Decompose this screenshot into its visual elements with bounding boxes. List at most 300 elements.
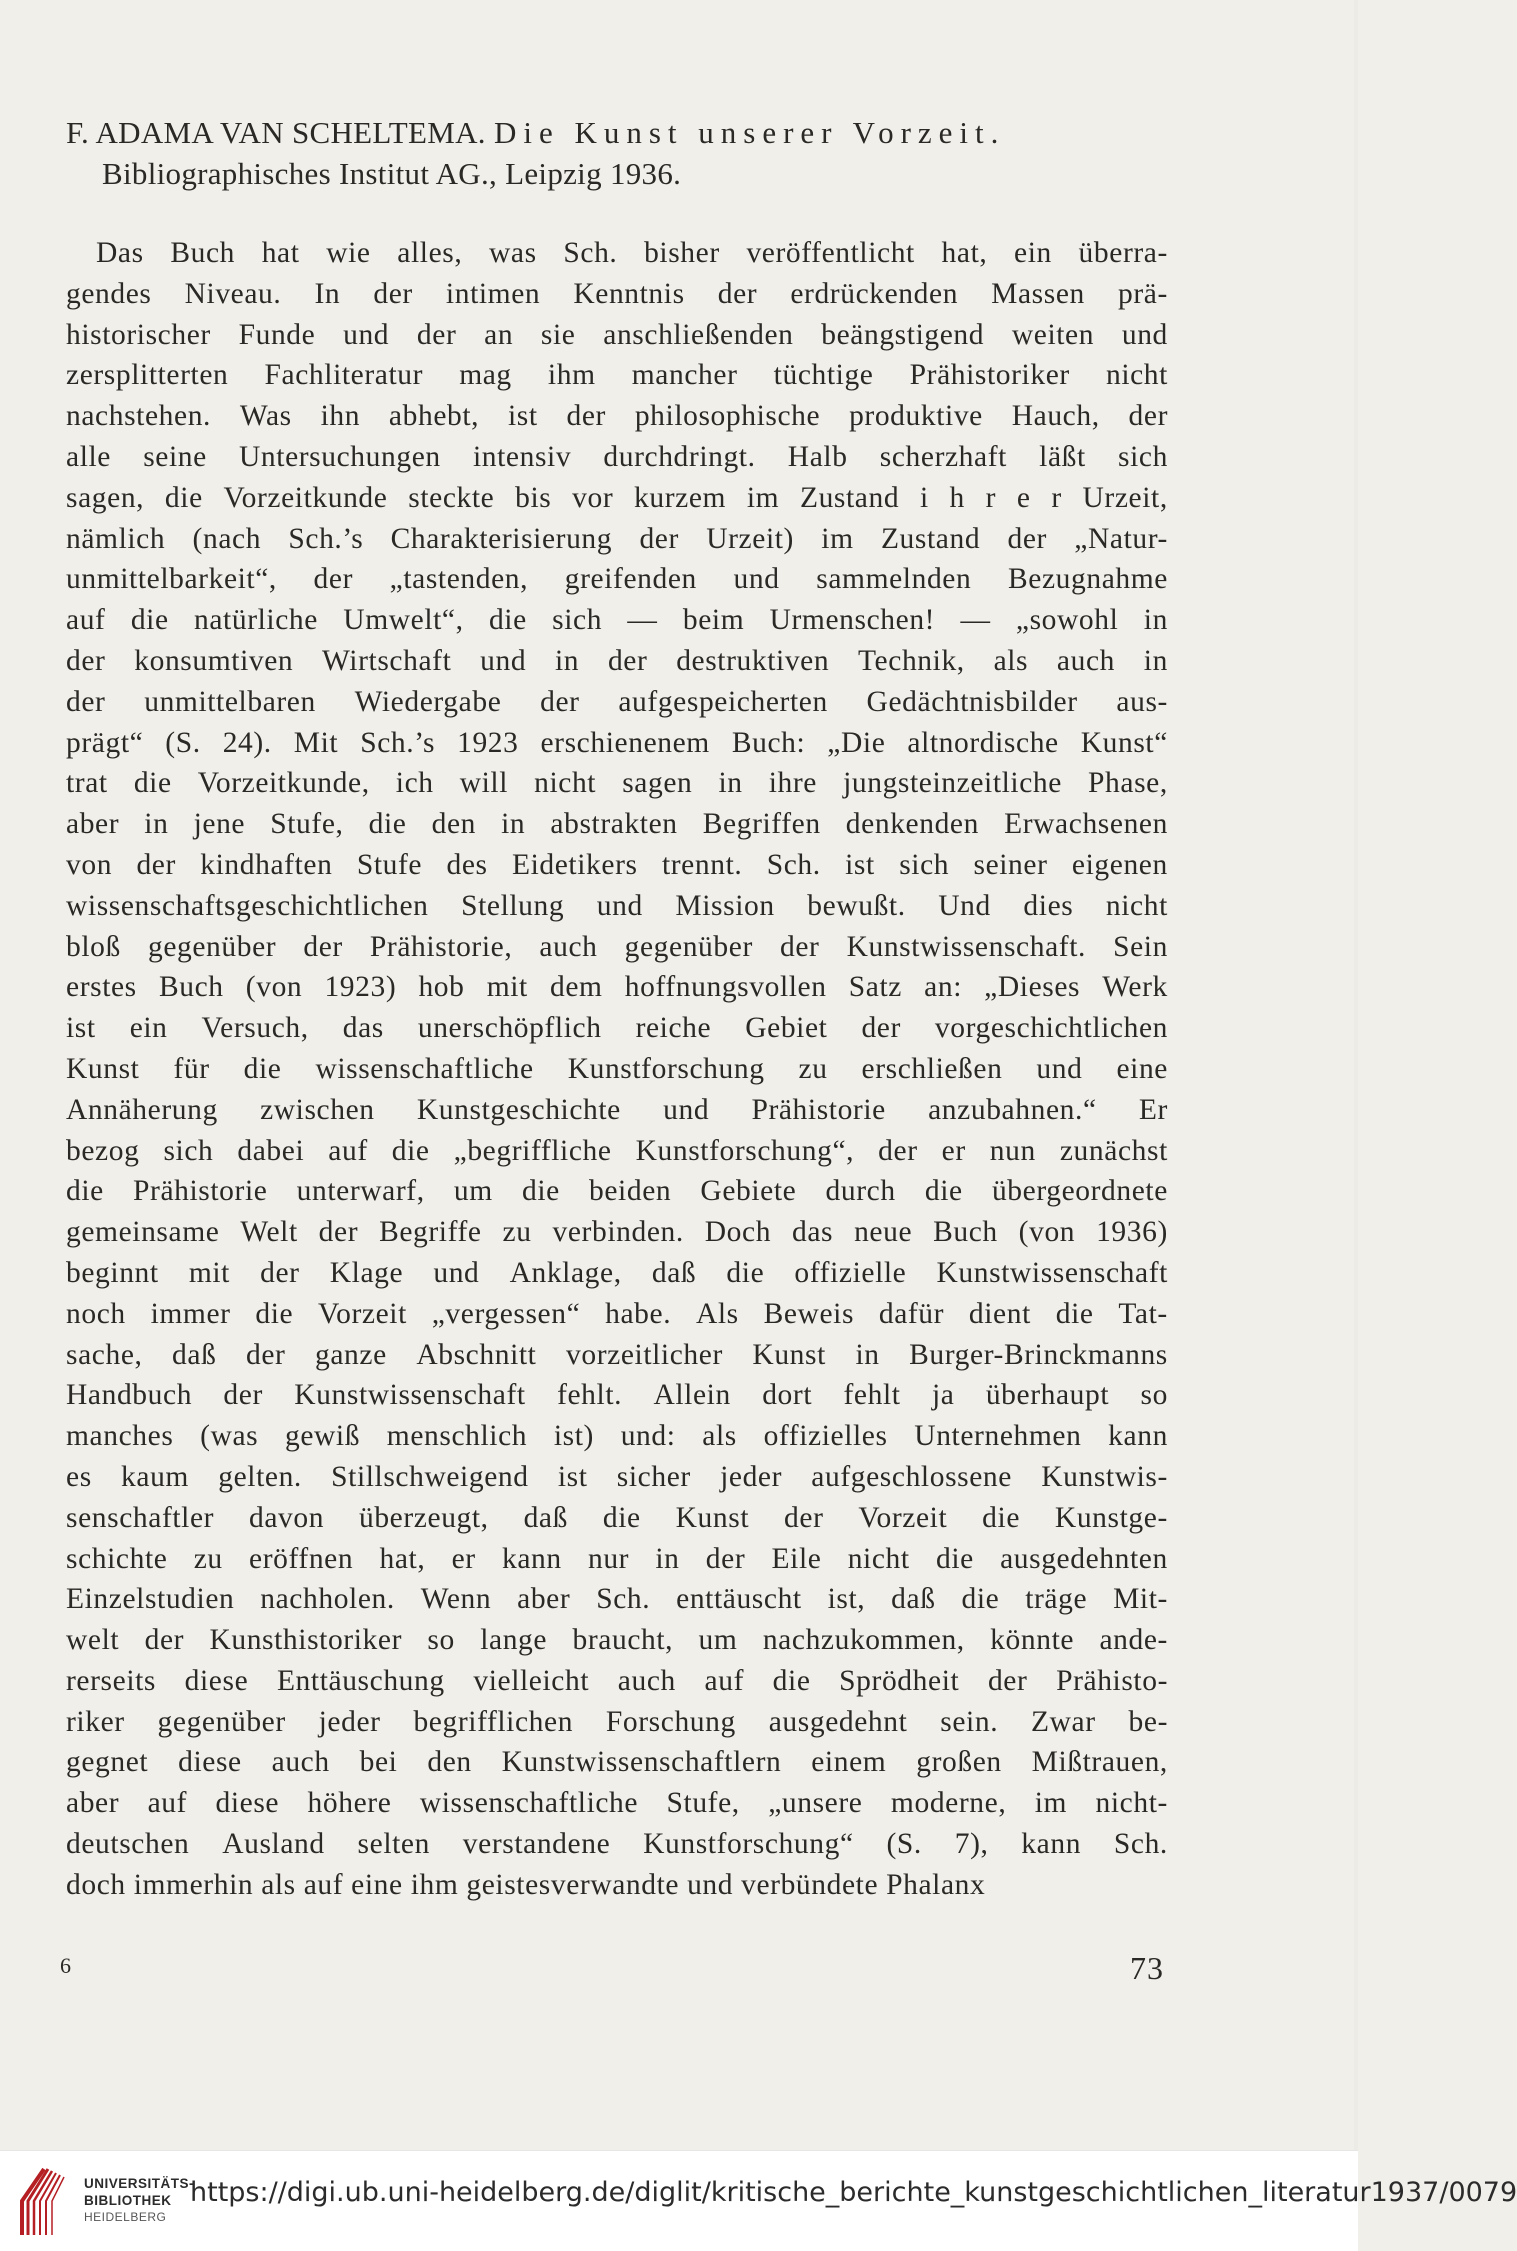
word: hat, [379, 1542, 426, 1575]
library-logo-line-3: HEIDELBERG [84, 2210, 167, 2224]
library-logo-icon [14, 2165, 76, 2239]
word: dient [968, 1297, 1031, 1330]
book-publisher: Bibliographisches Institut AG., Leipzig 1936. [102, 156, 682, 191]
word: prä- [1117, 277, 1168, 310]
word: Mit [293, 726, 339, 759]
word: daß [523, 1501, 568, 1534]
word: erstes [66, 971, 137, 1004]
word: nachholen. [260, 1583, 395, 1616]
word: Prähistorie [751, 1093, 886, 1126]
word: sammelnden [816, 563, 972, 596]
word: Sch.’s [288, 522, 364, 555]
word: unmittelbaren [144, 685, 316, 718]
word: welt [66, 1624, 120, 1657]
word: im [746, 481, 780, 514]
text-line [66, 682, 1168, 723]
word: Kunstwissenschaft [294, 1379, 526, 1412]
word: bis [515, 481, 552, 514]
word: ein [1014, 237, 1052, 269]
word: Mit- [1113, 1583, 1168, 1616]
word: davon [248, 1501, 325, 1534]
word: den [431, 808, 476, 841]
word: der [717, 277, 758, 310]
text-line [66, 1375, 1168, 1416]
word: Beweis [763, 1297, 855, 1330]
word: zwischen [260, 1093, 375, 1126]
word: weiten [1011, 318, 1095, 351]
word: intimen [445, 277, 541, 310]
word: sagen [622, 767, 693, 800]
word: Kunstwissenschaft. [846, 930, 1086, 963]
word: Werk [1102, 971, 1168, 1004]
text-line [66, 559, 1168, 600]
word: Wirtschaft [322, 644, 452, 677]
word: ihn [320, 400, 361, 433]
word: bei [359, 1746, 398, 1779]
word: der [784, 1501, 824, 1534]
word: die [961, 1583, 1000, 1616]
word: mag [459, 359, 512, 392]
word: Sch. [563, 237, 618, 269]
word: Begriffen [702, 808, 821, 841]
word: und [1036, 1052, 1083, 1085]
word: unmittelbarkeit“, [66, 563, 277, 596]
word: nachstehen. [66, 400, 212, 433]
word: „Die [827, 726, 886, 759]
word: die [391, 1134, 430, 1167]
word: Gebiete [700, 1175, 797, 1208]
word: immer [150, 1297, 231, 1330]
word: Das [96, 237, 144, 269]
word: mit [486, 971, 528, 1004]
word: die [772, 1664, 811, 1697]
word: Bezugnahme [1008, 563, 1168, 596]
word: eigenen [1071, 848, 1168, 881]
word: ihm [547, 359, 596, 392]
word: Versuch, [201, 1012, 309, 1045]
word: Umwelt“, [343, 604, 464, 637]
word: Forschung [605, 1705, 736, 1738]
word: und [1121, 318, 1168, 351]
word: Phase, [1088, 767, 1168, 800]
word: Wiedergabe [354, 685, 502, 718]
word: aber [517, 1583, 571, 1616]
word: Stillschweigend [331, 1460, 529, 1493]
word: (was [200, 1420, 259, 1453]
word: aufgeschlossene [811, 1460, 1012, 1493]
word: der [780, 930, 820, 963]
word: nicht [847, 1542, 910, 1575]
word: Doch [704, 1216, 772, 1249]
word: „Natur- [1074, 522, 1168, 555]
word: die [133, 767, 172, 800]
word: die [368, 808, 407, 841]
word: (von [245, 971, 303, 1004]
word: dies [1023, 889, 1074, 922]
book-title: Die Kunst unserer Vorzeit. [493, 115, 1006, 150]
word: auf [704, 1664, 745, 1697]
word: bezog [66, 1134, 140, 1167]
word: Technik, [858, 644, 965, 677]
word: kurzem [634, 481, 727, 514]
word: gemeinsame [66, 1216, 220, 1249]
word: aber [66, 1787, 120, 1820]
word: verbinden. [552, 1216, 684, 1249]
word: zu [502, 1216, 532, 1249]
word: Vorzeitkunde [223, 481, 388, 514]
word: Vorzeit [318, 1297, 407, 1330]
word: und: [620, 1420, 676, 1453]
text-line [66, 519, 1168, 560]
text-line [66, 641, 1168, 682]
word: deutschen [66, 1828, 190, 1861]
word: Kunst [752, 1338, 826, 1371]
word: „unsere [768, 1787, 863, 1820]
word: und [480, 644, 527, 677]
word: nur [587, 1542, 630, 1575]
word: unterwarf, [296, 1175, 425, 1208]
word: Kunstforschung“ [643, 1828, 854, 1861]
word: hoffnungsvollen [624, 971, 827, 1004]
word: Sprödheit [839, 1664, 960, 1697]
word: und [433, 1256, 480, 1289]
word: vor [572, 481, 614, 514]
word: der [373, 277, 413, 310]
word: nachzukommen, [762, 1624, 965, 1657]
word: Stufe, [270, 808, 344, 841]
text-line [66, 1783, 1168, 1824]
word: Charakterisierung [390, 522, 613, 555]
word: Gebiet [745, 1012, 828, 1045]
word: auch [1056, 644, 1116, 677]
review-body [66, 233, 1168, 1906]
word: er [941, 1134, 966, 1167]
text-line [66, 1131, 1168, 1172]
word: ausgedehnt [768, 1705, 908, 1738]
word: um [698, 1624, 738, 1657]
word: Prähisto- [1056, 1664, 1168, 1697]
word: beginnt [66, 1256, 159, 1289]
text-line [66, 886, 1168, 927]
word: Stellung [461, 889, 565, 922]
word: Zustand [799, 481, 900, 514]
word: jeder [318, 1705, 381, 1738]
word: „begriffliche [453, 1134, 612, 1167]
word: ist) [553, 1420, 594, 1453]
word: im [821, 522, 854, 555]
word: als [993, 644, 1029, 677]
word: wissenschaftliche [315, 1052, 534, 1085]
word: der [66, 644, 106, 677]
word: in [1143, 604, 1168, 637]
word: eröffnen [249, 1542, 354, 1575]
text-line [66, 1742, 1168, 1783]
word: von [66, 848, 113, 881]
word: Sch.’s [360, 726, 436, 759]
word: ausgedehnten [1000, 1542, 1168, 1575]
word: einem [811, 1746, 887, 1779]
library-footer-bar [0, 2150, 1517, 2251]
word: des [446, 848, 488, 881]
word: durch [825, 1175, 896, 1208]
word: (S. [165, 726, 201, 759]
word: Wenn [420, 1583, 492, 1616]
word: übergeordnete [991, 1175, 1168, 1208]
word: der [607, 644, 648, 677]
text-line [66, 723, 1168, 764]
word: auch [271, 1746, 330, 1779]
word: Kunst“ [1080, 726, 1168, 759]
word: auf [66, 604, 106, 637]
word: aber [66, 808, 120, 841]
word: die [726, 1256, 765, 1289]
text-line [66, 1008, 1168, 1049]
word: der [861, 1012, 901, 1045]
word: vielleicht [473, 1664, 590, 1697]
word: vorzeitlicher [566, 1338, 723, 1371]
word: die [130, 604, 169, 637]
word: unerschöpflich [417, 1012, 602, 1045]
word: Stufe [356, 848, 423, 881]
word: Stufe, [666, 1787, 740, 1820]
word: zu [193, 1542, 223, 1575]
word: an [484, 318, 514, 351]
text-line [66, 1661, 1168, 1702]
word: mit [188, 1256, 230, 1289]
word: ihre [768, 767, 817, 800]
word: Tat- [1118, 1297, 1168, 1330]
word: zersplitterten [66, 359, 229, 392]
text-line [66, 1539, 1168, 1580]
word: Annäherung [66, 1093, 218, 1126]
word: Funde [238, 318, 316, 351]
word: der [144, 1624, 185, 1657]
word: Einzelstudien [66, 1583, 235, 1616]
word: der [136, 848, 176, 881]
word: beiden [589, 1175, 672, 1208]
word: das [792, 1216, 834, 1249]
word: auch [539, 930, 598, 963]
word: Untersuchungen [239, 440, 441, 473]
word: Sch. [766, 848, 821, 881]
word: h [949, 481, 965, 514]
review-header [66, 112, 1186, 194]
text-line [66, 1416, 1168, 1457]
word: kann [1021, 1828, 1082, 1861]
word: Kunst [66, 1052, 140, 1085]
word: jeder [720, 1460, 783, 1493]
word: offizielles [763, 1420, 888, 1453]
word: jene [193, 808, 246, 841]
text-line [66, 233, 1168, 274]
word: Kenntnis [573, 277, 685, 310]
text-line [66, 1171, 1168, 1212]
word: nämlich [66, 522, 166, 555]
word: dabei [237, 1134, 305, 1167]
word: Welt [240, 1216, 298, 1249]
word: reiche [635, 1012, 712, 1045]
text-line [66, 967, 1168, 1008]
word: kann [1108, 1420, 1168, 1453]
word: — [627, 604, 658, 637]
word: ja [931, 1379, 955, 1412]
word: „vergessen“ [431, 1297, 581, 1330]
word: daß [172, 1338, 217, 1371]
word: daß [891, 1583, 936, 1616]
text-line: doch immerhin als auf eine ihm geistesverwandte und verbündete Phalanx [66, 1868, 986, 1901]
word: nicht [534, 767, 597, 800]
page-edge [1354, 0, 1358, 2150]
word: beängstigend [821, 318, 985, 351]
word: anschließenden [603, 318, 794, 351]
word: will [459, 767, 509, 800]
word: beim [682, 604, 745, 637]
text-line [66, 1457, 1168, 1498]
word: fehlt. [557, 1379, 623, 1412]
word: be- [1128, 1705, 1168, 1738]
word: diese [178, 1746, 242, 1779]
word: (S. [886, 1828, 922, 1861]
word: die [924, 1175, 963, 1208]
word: Abschnitt [416, 1338, 537, 1371]
word: als [702, 1420, 737, 1453]
word: durchdringt. [603, 440, 756, 473]
word: In [314, 277, 341, 310]
text-line [66, 1824, 1168, 1865]
text-line [66, 396, 1168, 437]
word: Vorzeitkunde, [197, 767, 370, 800]
word: gegnet [66, 1746, 149, 1779]
word: träge [1025, 1583, 1088, 1616]
word: hob [418, 971, 465, 1004]
word: und [663, 1093, 710, 1126]
word: Enttäuschung [276, 1664, 445, 1697]
word: noch [66, 1297, 126, 1330]
permalink-url[interactable]: https://digi.ub.uni-heidelberg.de/diglit/kritische_berichte_kunstgeschichtlichen_literatur1937/0079 [190, 2177, 1517, 2208]
word: Buch: [731, 726, 806, 759]
word: konsumtiven [134, 644, 294, 677]
word: greifenden [564, 563, 697, 596]
word: bewußt. [807, 889, 906, 922]
library-logo-line-1: UNIVERSITÄTS- [84, 2176, 195, 2191]
word: Sein [1113, 930, 1168, 963]
word: für [173, 1052, 210, 1085]
word: der [540, 685, 580, 718]
word: kann [501, 1542, 562, 1575]
word: auf [147, 1787, 188, 1820]
library-logo-line-2: BIBLIOTHEK [84, 2193, 172, 2208]
word: rerseits [66, 1664, 156, 1697]
word: intensiv [472, 440, 572, 473]
word: seiner [973, 848, 1048, 881]
word: wie [326, 237, 371, 269]
word: ist, [827, 1583, 866, 1616]
word: Kunstgeschichte [416, 1093, 621, 1126]
word: das [342, 1012, 384, 1045]
word: destruktiven [676, 644, 830, 677]
word: 7), [954, 1828, 989, 1861]
word: Unternehmen [914, 1420, 1082, 1453]
word: philosophische [634, 400, 821, 433]
word: hat [261, 237, 300, 269]
word: in [855, 1338, 880, 1371]
word: diese [184, 1664, 249, 1697]
word: der [1007, 522, 1047, 555]
word: kaum [121, 1460, 189, 1493]
word: um [453, 1175, 493, 1208]
word: der [705, 1542, 746, 1575]
word: Gedächtnisbilder [866, 685, 1078, 718]
word: menschlich [386, 1420, 528, 1453]
word: sein. [940, 1705, 999, 1738]
word: Hauch, [1011, 400, 1100, 433]
word: die [243, 1052, 282, 1085]
word: zunächst [1059, 1134, 1168, 1167]
word: bisher [644, 237, 720, 269]
word: neue [854, 1216, 913, 1249]
word: die [602, 1501, 641, 1534]
word: so [427, 1624, 455, 1657]
word: trennt. [661, 848, 743, 881]
word: Urzeit, [1082, 481, 1168, 514]
word: verstandene [462, 1828, 611, 1861]
word: seine [143, 440, 207, 473]
word: Und [938, 889, 991, 922]
word: Klage [329, 1256, 404, 1289]
word: „Dieses [984, 971, 1081, 1004]
word: Kunstforschung“, [635, 1134, 855, 1167]
word: der [1128, 400, 1168, 433]
word: Handbuch [66, 1379, 193, 1412]
word: könnte [990, 1624, 1075, 1657]
word: anzubahnen.“ [928, 1093, 1097, 1126]
word: e [1016, 481, 1031, 514]
word: der [318, 1216, 359, 1249]
word: in [144, 808, 169, 841]
word: eine [1116, 1052, 1168, 1085]
word: gegenüber [147, 930, 277, 963]
word: fehlt [843, 1379, 901, 1412]
word: Ausland [222, 1828, 325, 1861]
word: in [501, 808, 526, 841]
word: Fachliteratur [264, 359, 424, 392]
word: schichte [66, 1542, 168, 1575]
word: Mißtrauen, [1031, 1746, 1168, 1779]
word: kindhaften [200, 848, 333, 881]
word: wissenschaftliche [419, 1787, 639, 1820]
text-line [66, 315, 1168, 356]
word: der [416, 318, 457, 351]
word: prägt“ [66, 726, 144, 759]
word: senschaftler [66, 1501, 215, 1534]
word: historischer [66, 318, 211, 351]
text-line [66, 600, 1168, 641]
word: braucht, [572, 1624, 674, 1657]
word: 1923) [324, 971, 397, 1004]
word: im [1034, 1787, 1068, 1820]
word: selten [357, 1828, 430, 1861]
word: gelten. [218, 1460, 302, 1493]
word: ist [557, 1460, 588, 1493]
word: manches [66, 1420, 174, 1453]
word: die [488, 604, 527, 637]
word: Mission [675, 889, 775, 922]
word: erdrückenden [790, 277, 959, 310]
word: Massen [991, 277, 1085, 310]
word: produktive [849, 400, 983, 433]
word: den [427, 1746, 472, 1779]
word: der [566, 400, 606, 433]
